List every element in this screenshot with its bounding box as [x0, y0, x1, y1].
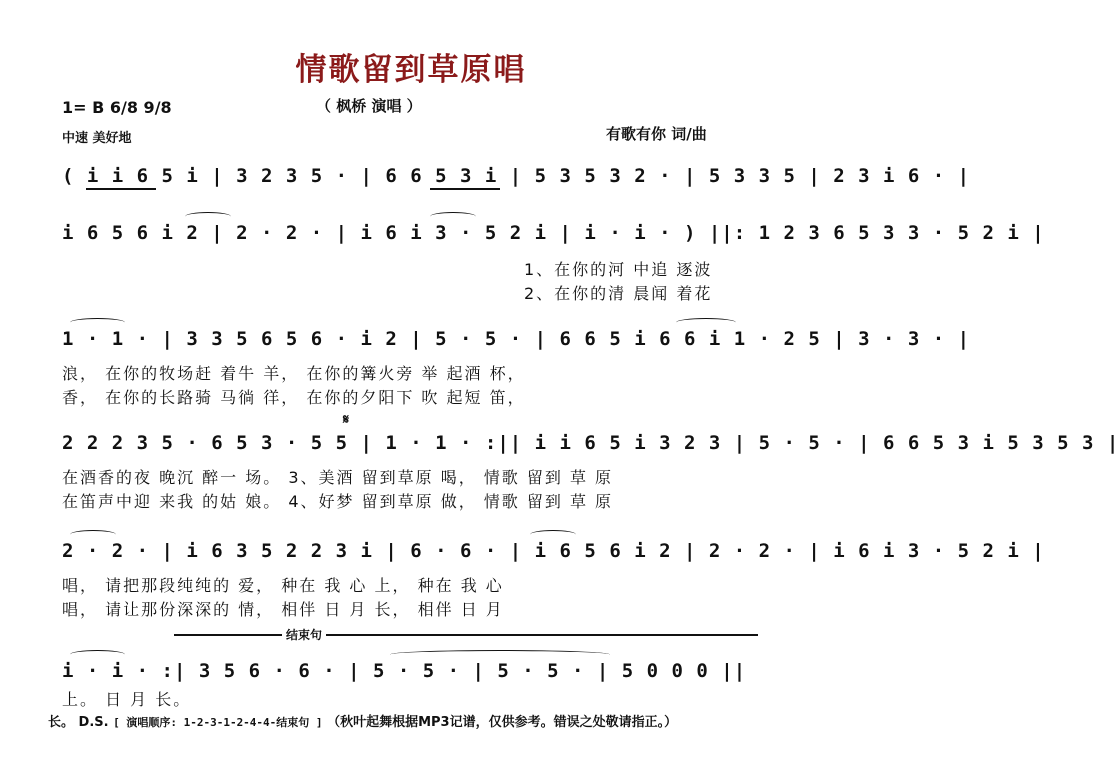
tempo-marking: 中速 美好地	[62, 131, 132, 146]
lyric-row-6: 上。 日 月 长。	[62, 690, 192, 709]
slur	[530, 530, 576, 539]
transcriber-note: （秋叶起舞根据MP3记谱，仅供参考。错误之处敬请指正。）	[327, 715, 678, 730]
slur	[70, 318, 125, 327]
score-row-1: ( i i 6 5 i | 3 2 3 5 · | 6 6 5 3 i | 5 3 5 3 2 · | 5 3 3 5 | 2 3 i 6 · |	[62, 165, 971, 187]
score-row-5: 2 · 2 · | i 6 3 5 2 2 3 i | 6 · 6 · | i 6 5 6 i 2 | 2 · 2 · | i 6 i 3 · 5 2 i |	[62, 540, 1045, 562]
author-credit: 有歌有你 词/曲	[606, 125, 707, 143]
slur	[70, 650, 125, 659]
footer-notes	[48, 711, 677, 730]
segno-sign: 𝄋	[343, 412, 350, 428]
lyric-row-3-v1: 浪， 在你的牧场赶 着牛 羊， 在你的篝火旁 举 起酒 杯，	[62, 364, 526, 383]
score-row-2: i 6 5 6 i 2 | 2 · 2 · | i 6 i 3 · 5 2 i | i · i · ) ||: 1 2 3 6 5 3 3 · 5 2 i |	[62, 222, 1045, 244]
score-row-4: 2 2 2 3 5 · 6 5 3 · 5 5 | 1 · 1 · :|| i i 6 5 i 3 2 3 | 5 · 5 · | 6 6 5 3 i 5 3 5 3 |	[62, 432, 1119, 454]
lyric-row-2-v2: 2、在你的清 晨闻 着花	[524, 284, 713, 303]
lyric-row-3-v2: 香， 在你的长路骑 马徜 徉， 在你的夕阳下 吹 起短 笛，	[62, 388, 526, 407]
score-row-3: 1 · 1 · | 3 3 5 6 5 6 · i 2 | 5 · 5 · | 6 6 5 i 6 6 i 1 · 2 5 | 3 · 3 · |	[62, 328, 971, 350]
underline	[430, 188, 500, 190]
slur	[185, 212, 231, 221]
lyric-row-5-v1: 唱， 请把那段纯纯的 爱， 种在 我 心 上， 种在 我 心	[62, 576, 504, 595]
ending-bracket	[174, 634, 758, 636]
lyric-row-4-v1: 在酒香的夜 晚沉 醉一 场。 3、美酒 留到草原 喝， 情歌 留到 草 原	[62, 468, 614, 487]
ending-label: 结束句	[282, 626, 326, 643]
lyric-row-4-v2: 在笛声中迎 来我 的姑 娘。 4、好梦 留到草原 做， 情歌 留到 草 原	[62, 492, 614, 511]
underline	[86, 188, 156, 190]
performance-order: [ 演唱顺序: 1-2-3-1-2-4-4-结束句 ]	[113, 716, 323, 729]
ds-mark: 长。 D.S.	[48, 715, 109, 730]
key-signature: 1= B 6/8 9/8	[62, 98, 172, 117]
slur	[390, 650, 610, 659]
song-title: 情歌留到草原唱	[295, 52, 527, 88]
singer-credit: （ 枫桥 演唱 ）	[316, 97, 422, 115]
lyric-row-5-v2: 唱， 请让那份深深的 情， 相伴 日 月 长， 相伴 日 月	[62, 600, 504, 619]
score-row-6: i · i · :| 3 5 6 · 6 · | 5 · 5 · | 5 · 5 · | 5 0 0 0 ||	[62, 660, 747, 682]
lyric-row-2-v1: 1、在你的河 中追 逐波	[524, 260, 713, 279]
slur	[430, 212, 476, 221]
slur	[70, 530, 116, 539]
slur	[676, 318, 736, 327]
